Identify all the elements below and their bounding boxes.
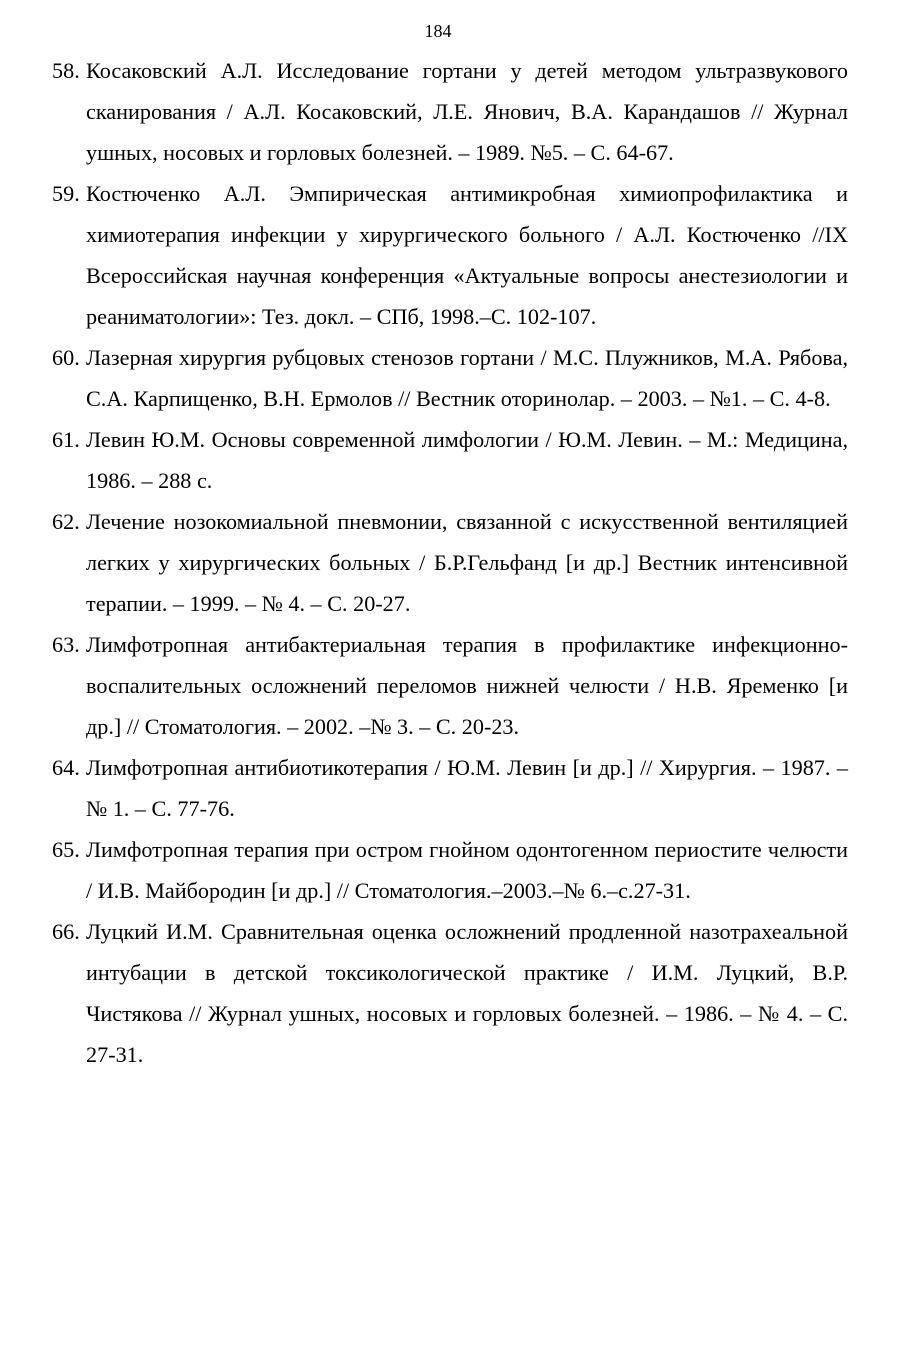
reference-number: 60. xyxy=(52,345,80,370)
reference-text: Левин Ю.М. Основы современной лимфологии / Ю.М. Левин. – М.: Медицина, 1986. – 288 с. xyxy=(86,427,848,493)
reference-text: Лечение нозокомиальной пневмонии, связанной с искусственной вентиляцией легких у хирургических больных / Б.Р.Гельфанд [и др.] Вестник интенсивной терапии. – 1999. – № 4. – С. 20-27. xyxy=(86,509,848,616)
reference-number: 64. xyxy=(52,755,80,780)
reference-number: 62. xyxy=(52,509,80,534)
reference-number: 65. xyxy=(52,837,80,862)
reference-number: 66. xyxy=(52,919,80,944)
reference-item xyxy=(52,747,848,829)
reference-item xyxy=(52,829,848,911)
reference-item xyxy=(52,50,848,173)
reference-number: 63. xyxy=(52,632,80,657)
reference-text: Луцкий И.М. Сравнительная оценка осложнений продленной назотрахеальной интубации в детской токсикологической практике / И.М. Луцкий, В.Р. Чистякова // Журнал ушных, носовых и горловых болезней. – 1986. – № 4. – С. 27-31. xyxy=(86,919,848,1067)
reference-text: Лимфотропная антибиотикотерапия / Ю.М. Левин [и др.] // Хирургия. – 1987. – № 1. – С. 77-76. xyxy=(86,755,848,821)
reference-number: 61. xyxy=(52,427,80,452)
reference-text: Костюченко А.Л. Эмпирическая антимикробная химиопрофилактика и химиотерапия инфекции у хирургического больного / А.Л. Костюченко //IX Всероссийская научная конференция «Актуальные вопросы анестезиологии и реаниматологии»: Тез. докл. – СПб, 1998.–С. 102-107. xyxy=(86,181,848,329)
reference-list xyxy=(52,50,848,1075)
reference-item xyxy=(52,173,848,337)
reference-text: Лазерная хирургия рубцовых стенозов гортани / М.С. Плужников, М.А. Рябова, С.А. Карпищенко, В.Н. Ермолов // Вестник оторинолар. – 2003. – №1. – С. 4-8. xyxy=(86,345,848,411)
reference-number: 58. xyxy=(52,58,80,83)
reference-item xyxy=(52,624,848,747)
reference-item xyxy=(52,501,848,624)
reference-number: 59. xyxy=(52,181,80,206)
reference-text: Лимфотропная терапия при остром гнойном одонтогенном периостите челюсти / И.В. Майбородин [и др.] // Стоматология.–2003.–№ 6.–с.27-31. xyxy=(86,837,848,903)
reference-item xyxy=(52,911,848,1075)
page-number: 184 xyxy=(424,21,452,41)
reference-text: Лимфотропная антибактериальная терапия в профилактике инфекционно-воспалительных осложнений переломов нижней челюсти / Н.В. Яременко [и др.] // Стоматология. – 2002. –№ 3. – С. 20-23. xyxy=(86,632,848,739)
reference-text: Косаковский А.Л. Исследование гортани у детей методом ультразвукового сканирования / А.Л. Косаковский, Л.Е. Янович, В.А. Карандашов // Журнал ушных, носовых и горловых болезней. – 1989. №5. – С. 64-67. xyxy=(86,58,848,165)
reference-item xyxy=(52,337,848,419)
reference-item xyxy=(52,419,848,501)
